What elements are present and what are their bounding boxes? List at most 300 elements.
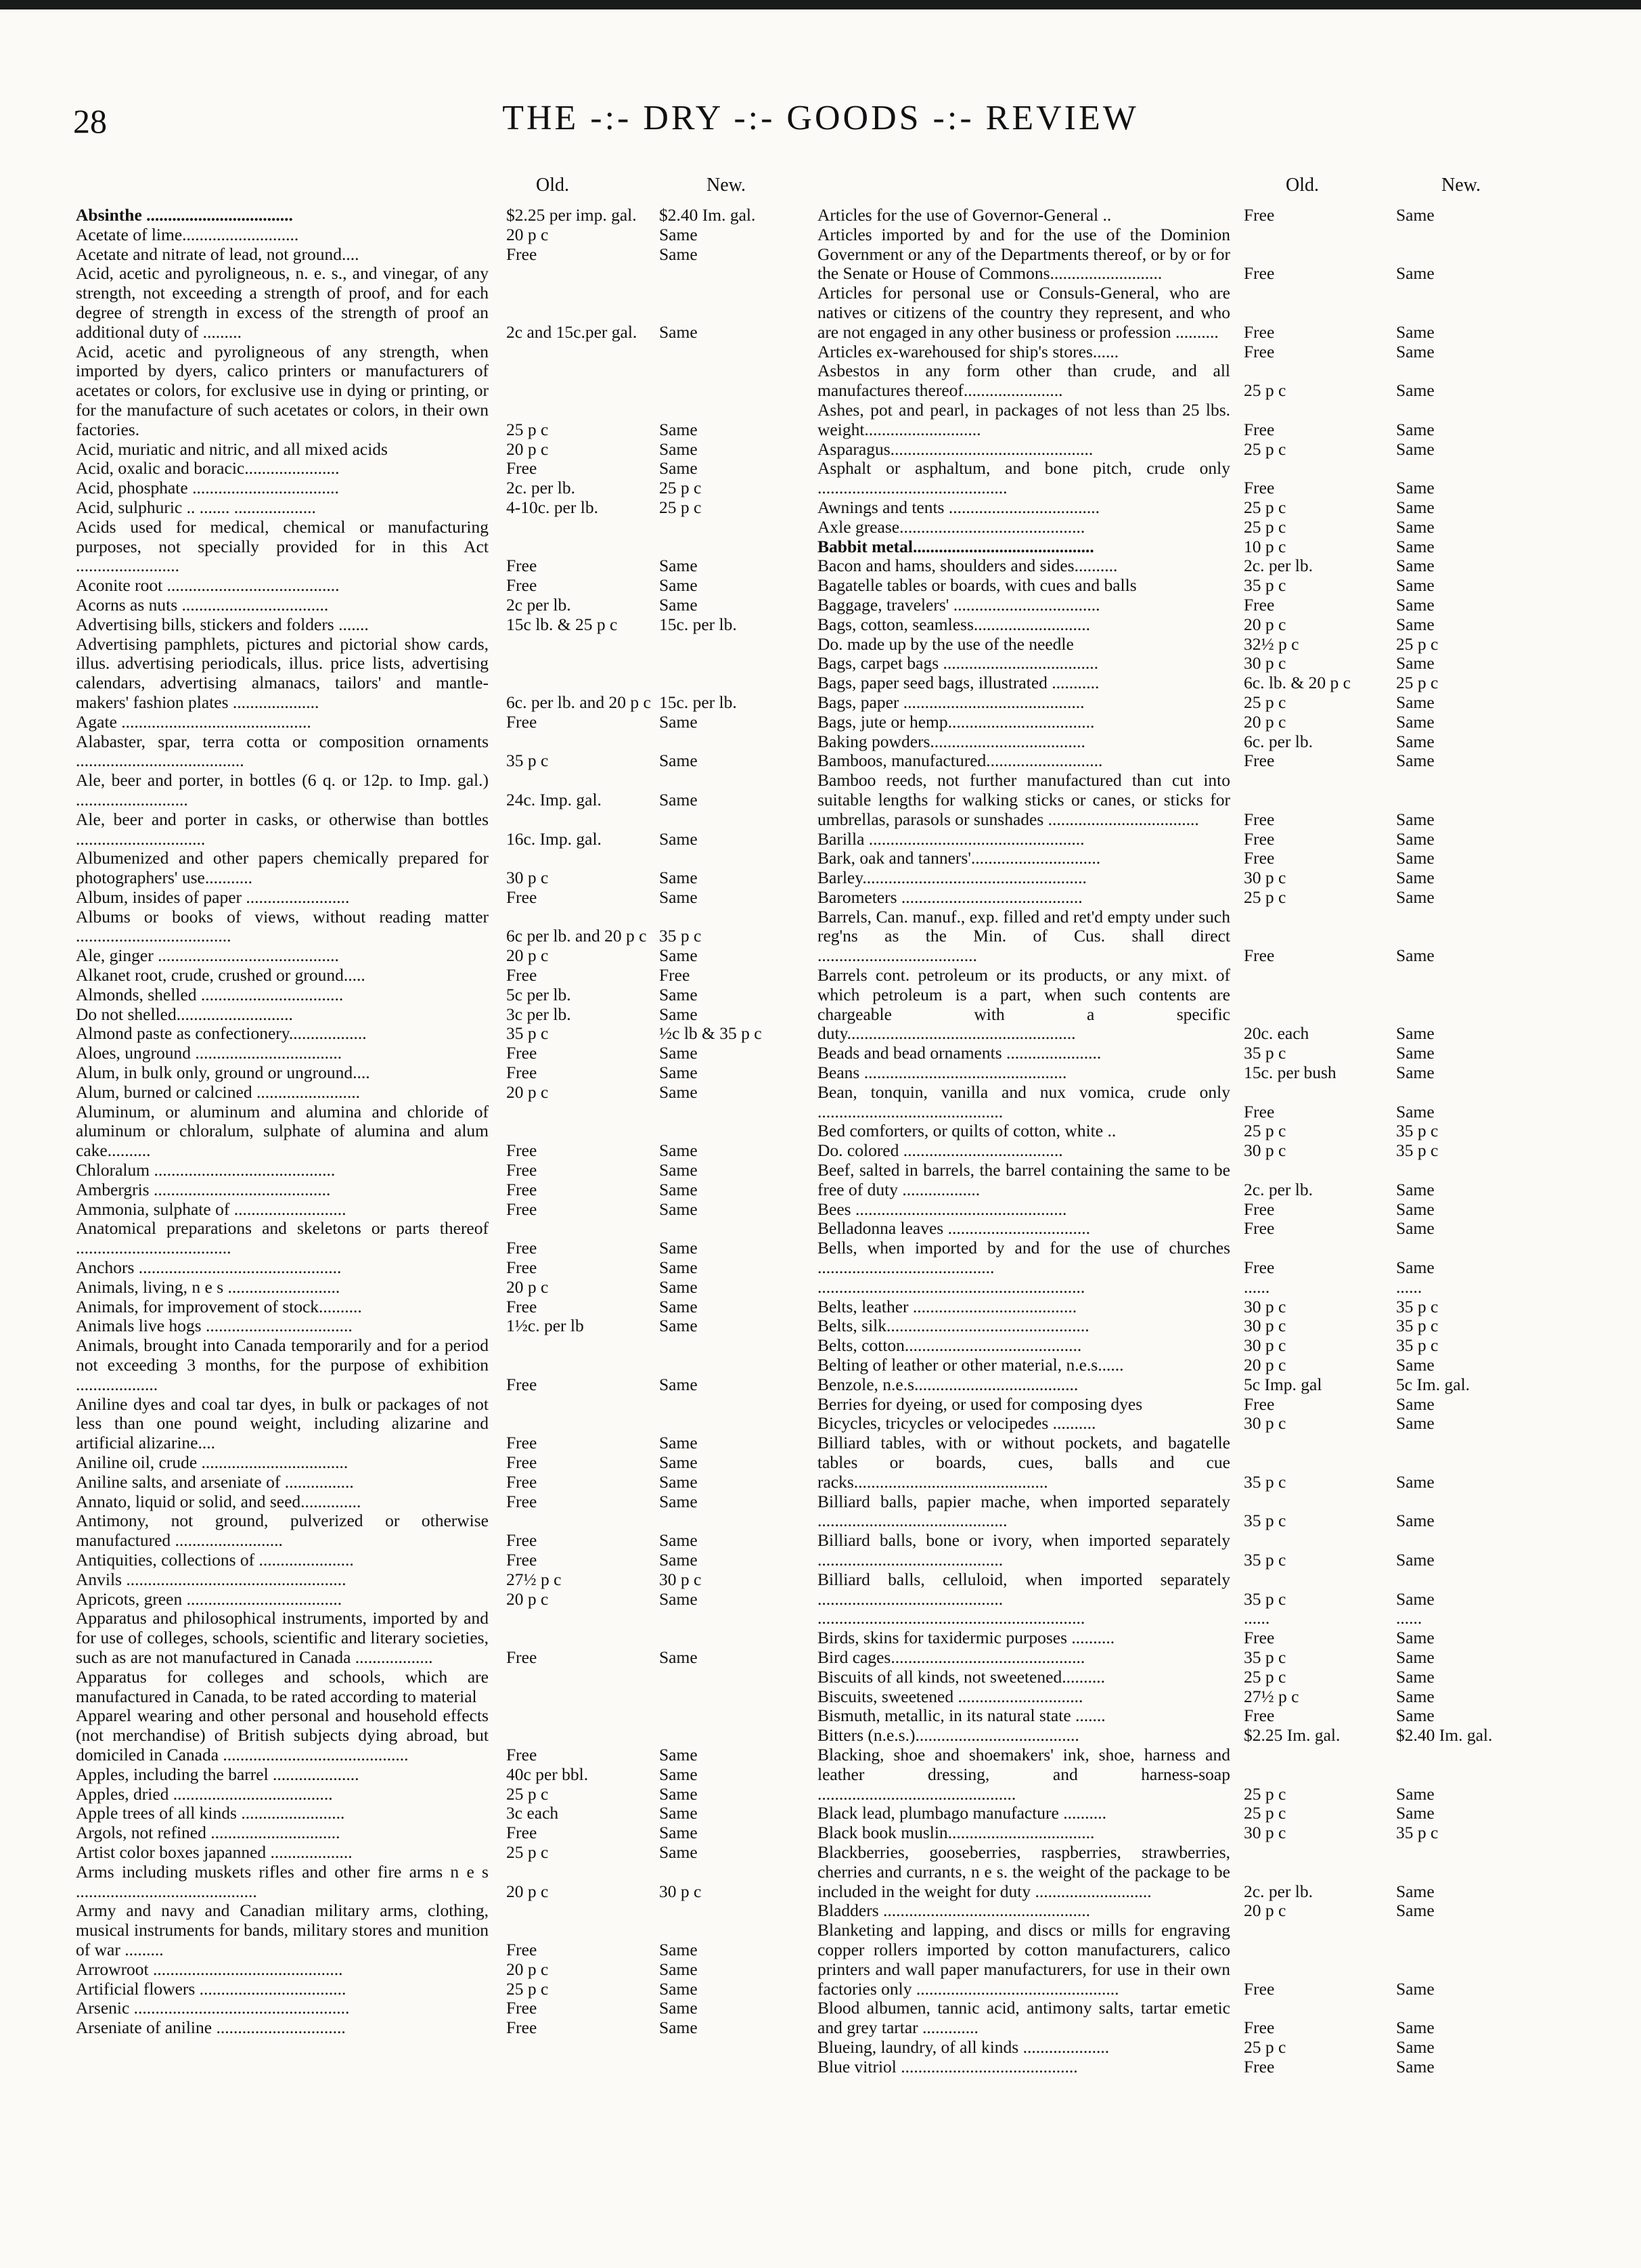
tariff-row xyxy=(817,361,1435,401)
tariff-row xyxy=(817,497,1435,518)
old-rate: 35 p c xyxy=(1244,1043,1286,1063)
new-rate: Same xyxy=(659,946,698,966)
old-rate: Free xyxy=(1244,341,1275,361)
tariff-row xyxy=(76,848,698,888)
new-rate: Same xyxy=(659,711,698,732)
tariff-row xyxy=(817,692,1435,713)
old-rate: 30 p c xyxy=(506,868,549,888)
tariff-row xyxy=(817,1140,1439,1161)
old-rate: Free xyxy=(1244,751,1275,771)
new-rate: Same xyxy=(1396,653,1435,673)
article-name: Do not shelled........................... xyxy=(76,1004,293,1024)
new-rate: Same xyxy=(1396,497,1435,517)
tariff-row xyxy=(76,1823,698,1843)
old-rate: 20 p c xyxy=(506,1588,549,1609)
old-rate: 27½ p c xyxy=(1244,1686,1299,1706)
old-rate: 30 p c xyxy=(1244,1296,1286,1316)
new-rate: Same xyxy=(1396,1101,1435,1121)
old-rate: Free xyxy=(506,1452,537,1472)
tariff-row xyxy=(817,653,1435,673)
old-rate: Free xyxy=(506,1471,537,1492)
new-rate: Same xyxy=(659,1160,698,1180)
tariff-row xyxy=(817,1998,1435,2038)
new-rate: Same xyxy=(1396,692,1435,712)
article-name: Bags, paper .......................................... xyxy=(817,692,1085,712)
article-name: Acetate of lime........................... xyxy=(76,224,299,244)
old-rate: Free xyxy=(1244,809,1275,829)
article-name: Blanketing and lapping, and discs or mills for engraving copper rollers imported by cotton manufacturers, calico printers and wall paper manufacturers, for use in their own factories only ............................................... xyxy=(817,1920,1230,1999)
old-rate: Free xyxy=(1244,2056,1275,2076)
article-name: Anvils ................................................... xyxy=(76,1569,346,1589)
article-name: Birds, skins for taxidermic purposes .......... xyxy=(817,1628,1115,1648)
article-name: Beef, salted in barrels, the barrel containing the same to be free of duty .................. xyxy=(817,1160,1230,1199)
new-rate: Same xyxy=(1396,1881,1435,1901)
old-rate: Free xyxy=(1244,946,1275,966)
tariff-row xyxy=(817,1608,1422,1628)
old-rate: Free xyxy=(506,458,537,479)
old-rate: Free xyxy=(1244,848,1275,868)
tariff-row xyxy=(817,1238,1435,1278)
new-rate: Same xyxy=(659,1433,698,1453)
tariff-row xyxy=(817,399,1435,440)
tariff-row xyxy=(76,1296,698,1317)
new-rate: Same xyxy=(1396,1549,1435,1570)
old-rate: Free xyxy=(506,1998,537,2018)
tariff-row xyxy=(76,1394,698,1453)
tariff-row xyxy=(76,965,690,985)
tariff-row xyxy=(76,711,698,732)
new-rate: Same xyxy=(659,1939,698,1959)
old-rate: 20 p c xyxy=(506,946,549,966)
article-name: Barrels, Can. manuf., exp. filled and ret'd empty under such reg'ns as the Min. of Cus. shall direct ..................................... xyxy=(817,906,1230,966)
old-rate: 25 p c xyxy=(1244,1783,1286,1804)
article-name: Apparatus and philosophical instruments, imported by and for use of colleges, schools, scientific and literary societies, such as are not manufactured in Canada .................. xyxy=(76,1608,489,1667)
new-rate: Same xyxy=(659,224,698,244)
new-rate-header: New. xyxy=(1441,175,1481,196)
new-rate: 35 p c xyxy=(1396,1335,1439,1356)
article-name: Acid, phosphate .................................. xyxy=(76,478,339,498)
old-rate: 20 p c xyxy=(1244,1900,1286,1921)
new-rate: Same xyxy=(659,1530,698,1551)
article-name: Asphalt or asphaltum, and bone pitch, crude only ............................................ xyxy=(817,458,1230,498)
tariff-row xyxy=(76,1043,698,1063)
old-rate: 30 p c xyxy=(1244,1413,1286,1433)
tariff-row xyxy=(76,1082,698,1103)
old-rate: Free xyxy=(506,1296,537,1316)
old-rate: Free xyxy=(1244,594,1275,615)
old-rate: Free xyxy=(1244,1394,1275,1414)
article-name: Black book muslin.................................. xyxy=(817,1823,1095,1843)
article-name: Antimony, not ground, pulverized or otherwise manufactured ......................... xyxy=(76,1511,489,1551)
tariff-row xyxy=(76,633,737,713)
old-rate: 2c and 15c.per gal. xyxy=(506,321,637,342)
tariff-row xyxy=(76,575,698,596)
tariff-row xyxy=(76,1179,698,1200)
article-name: Advertising bills, stickers and folders ....... xyxy=(76,614,369,634)
article-name: Chloralum .......................................... xyxy=(76,1160,336,1180)
tariff-row xyxy=(817,556,1435,576)
tariff-row xyxy=(817,458,1435,498)
old-rate: Free xyxy=(506,1199,537,1219)
article-name: Articles ex-warehoused for ship's stores...... xyxy=(817,341,1119,361)
article-name: Blueing, laundry, of all kinds .................... xyxy=(817,2037,1110,2057)
article-name: Artificial flowers .................................. xyxy=(76,1978,346,1999)
tariff-row xyxy=(76,1588,698,1609)
article-name: Billiard balls, bone or ivory, when imported separately ........................................... xyxy=(817,1530,1230,1570)
old-rate: 20 p c xyxy=(1244,711,1286,732)
old-rate: 25 p c xyxy=(1244,1666,1286,1687)
new-rate: Same xyxy=(659,1316,698,1336)
new-rate: Same xyxy=(1396,1043,1435,1063)
new-rate: Same xyxy=(659,1140,698,1161)
article-name: Antiquities, collections of ...................... xyxy=(76,1549,354,1570)
article-name: Argols, not refined .............................. xyxy=(76,1823,340,1843)
page-number: 28 xyxy=(73,102,107,140)
tariff-row xyxy=(817,868,1435,888)
article-name: Bean, tonquin, vanilla and nux vomica, crude only ........................................... xyxy=(817,1082,1230,1121)
new-rate: Same xyxy=(1396,1471,1435,1492)
new-rate: Same xyxy=(659,1452,698,1472)
article-name: Aniline salts, and arseniate of ................ xyxy=(76,1471,354,1492)
tariff-row xyxy=(817,1706,1435,1726)
article-name: Almonds, shelled ................................. xyxy=(76,984,344,1004)
old-rate: 25 p c xyxy=(1244,887,1286,907)
tariff-row xyxy=(76,594,698,615)
old-rate: 32½ p c xyxy=(1244,633,1299,654)
tariff-row xyxy=(76,205,756,225)
old-rate: 6c. per lb. and 20 p c xyxy=(506,692,651,712)
article-name: Asparagus............................................... xyxy=(817,439,1094,459)
old-rate: 25 p c xyxy=(506,1783,549,1804)
tariff-list xyxy=(817,205,1493,2077)
article-name: Aconite root ........................................ xyxy=(76,575,340,596)
column-header xyxy=(817,175,1481,206)
tariff-row xyxy=(76,1783,698,1804)
article-name: Barrels cont. petroleum or its products, or any mixt. of which petroleum is a part, when such contents are chargeable with a specific duty..................................................... xyxy=(817,965,1230,1044)
tariff-row xyxy=(76,984,698,1005)
new-rate: Same xyxy=(659,1082,698,1102)
old-rate: 20 p c xyxy=(506,1276,549,1297)
new-rate: Same xyxy=(1396,1803,1435,1823)
new-rate: Same xyxy=(1396,263,1435,284)
tariff-row xyxy=(817,1121,1439,1141)
new-rate: Same xyxy=(1396,1394,1435,1414)
new-rate: $2.40 Im. gal. xyxy=(659,205,756,225)
tariff-row xyxy=(76,1160,698,1180)
old-rate: Free xyxy=(506,1823,537,1843)
tariff-row xyxy=(817,1920,1435,1999)
new-rate: Same xyxy=(1396,478,1435,498)
tariff-row xyxy=(76,1491,698,1512)
tariff-row xyxy=(817,2037,1435,2058)
article-name: Acorns as nuts .................................. xyxy=(76,594,329,615)
new-rate: 35 p c xyxy=(1396,1140,1439,1161)
tariff-row xyxy=(817,594,1435,615)
old-rate: 35 p c xyxy=(1244,1471,1286,1492)
new-rate: Same xyxy=(1396,1355,1435,1375)
old-rate: 2c. per lb. xyxy=(506,478,575,498)
old-rate: Free xyxy=(506,1549,537,1570)
new-rate: Same xyxy=(659,556,698,576)
new-rate: Same xyxy=(659,594,698,615)
old-rate: 10 p c xyxy=(1244,536,1286,556)
new-rate: Same xyxy=(659,789,698,809)
article-name: Ale, ginger .......................................... xyxy=(76,946,339,966)
article-name: Asbestos in any form other than crude, and all manufactures thereof....................... xyxy=(817,361,1230,401)
tariff-row xyxy=(817,1744,1435,1804)
tariff-row xyxy=(76,1452,698,1473)
new-rate: Same xyxy=(659,1374,698,1394)
old-rate: 16c. Imp. gal. xyxy=(506,828,602,849)
article-name: Blood albumen, tannic acid, antimony salts, tartar emetic and grey tartar ............. xyxy=(817,1998,1230,2038)
tariff-row xyxy=(76,1316,698,1336)
old-rate: 20 p c xyxy=(506,1082,549,1102)
new-rate: Same xyxy=(1396,2018,1435,2038)
new-rate: 15c. per lb. xyxy=(659,692,737,712)
tariff-row xyxy=(817,633,1439,654)
new-rate: Same xyxy=(659,458,698,479)
old-rate: 15c lb. & 25 p c xyxy=(506,614,618,634)
tariff-row xyxy=(76,1668,489,1707)
article-name: Billiard balls, papier mache, when imported separately ............................................ xyxy=(817,1491,1230,1531)
new-rate: Same xyxy=(1396,887,1435,907)
article-name: Apparatus for colleges and schools, which are manufactured in Canada, to be rated according to material xyxy=(76,1666,489,1706)
article-name: Billiard balls, celluloid, when imported separately ........................................... xyxy=(817,1569,1230,1609)
new-rate: Same xyxy=(659,984,698,1004)
old-rate: 35 p c xyxy=(506,1023,549,1044)
tariff-row xyxy=(76,1199,698,1220)
article-name: Almond paste as confectionery.................. xyxy=(76,1023,367,1044)
old-rate: 25 p c xyxy=(1244,497,1286,517)
article-name: Do. made up by the use of the needle xyxy=(817,633,1074,654)
new-rate: 35 p c xyxy=(1396,1296,1439,1316)
tariff-row xyxy=(76,1258,698,1278)
article-name: Berries for dyeing, or used for composing dyes xyxy=(817,1394,1143,1414)
new-rate: Same xyxy=(1396,1978,1435,1999)
new-rate: Same xyxy=(1396,380,1435,401)
new-rate: Same xyxy=(659,1238,698,1258)
tariff-row xyxy=(817,283,1435,342)
new-rate: Same xyxy=(659,2018,698,2038)
tariff-row xyxy=(76,1842,698,1863)
tariff-row xyxy=(817,1413,1435,1433)
new-rate: Same xyxy=(1396,1179,1435,1199)
old-rate: 25 p c xyxy=(1244,692,1286,712)
old-rate: 24c. Imp. gal. xyxy=(506,789,602,809)
column-header xyxy=(76,175,746,206)
old-rate: Free xyxy=(506,2018,537,2038)
tariff-row xyxy=(76,614,737,635)
tariff-row xyxy=(76,1511,698,1551)
tariff-row xyxy=(817,575,1435,596)
article-name: Advertising pamphlets, pictures and pictorial show cards, illus. advertising periodicals, illus. price lists, advertising calendars, advertising almanacs, tailors' and mantle-makers' fashion plates .................... xyxy=(76,633,489,712)
old-rate: 4-10c. per lb. xyxy=(506,497,598,517)
new-rate: Same xyxy=(659,751,698,771)
old-rate: 2c. per lb. xyxy=(1244,1179,1313,1199)
new-rate: Same xyxy=(659,1823,698,1843)
new-rate: Same xyxy=(1396,205,1435,225)
old-rate: 40c per bbl. xyxy=(506,1764,589,1784)
new-rate: ½c lb & 35 p c xyxy=(659,1023,762,1044)
new-rate: Same xyxy=(1396,1900,1435,1921)
new-rate: 35 p c xyxy=(659,926,702,946)
tariff-row xyxy=(817,1276,1422,1297)
old-rate: 25 p c xyxy=(1244,516,1286,537)
article-name: Barley.................................................... xyxy=(817,868,1087,888)
tariff-row xyxy=(76,1549,698,1570)
new-rate: Same xyxy=(659,1647,698,1667)
article-name: Bagatelle tables or boards, with cues and balls xyxy=(817,575,1137,596)
new-rate: Same xyxy=(1396,1199,1435,1219)
tariff-row xyxy=(817,1803,1435,1823)
tariff-row xyxy=(817,848,1435,868)
old-rate-header: Old. xyxy=(536,175,569,196)
old-rate: Free xyxy=(1244,321,1275,342)
tariff-row xyxy=(76,946,698,966)
article-name: Alkanet root, crude, crushed or ground..... xyxy=(76,965,365,985)
old-rate: 25 p c xyxy=(1244,439,1286,459)
article-name: Do. colored ..................................... xyxy=(817,1140,1063,1161)
tariff-row xyxy=(76,458,698,479)
article-name: Animals live hogs .................................. xyxy=(76,1316,353,1336)
page-top-edge xyxy=(0,0,1641,9)
tariff-row xyxy=(817,1569,1435,1609)
article-name: Bags, paper seed bags, illustrated ........... xyxy=(817,673,1100,693)
tariff-row xyxy=(76,1959,698,1980)
old-rate: Free xyxy=(506,1179,537,1199)
article-name: Bamboos, manufactured........................... xyxy=(817,751,1103,771)
new-rate: Same xyxy=(1396,828,1435,849)
new-rate: Same xyxy=(659,575,698,596)
tariff-row xyxy=(817,1043,1435,1063)
new-rate: Same xyxy=(659,1549,698,1570)
old-rate: Free xyxy=(506,1530,537,1551)
new-rate: 30 p c xyxy=(659,1881,702,1901)
tariff-row xyxy=(817,1530,1435,1570)
article-name: Bamboo reeds, not further manufactured than cut into suitable lengths for walking sticks or canes, or sticks for umbrellas, parasols or sunshades ................................... xyxy=(817,770,1230,829)
article-name: Acid, oxalic and boracic...................... xyxy=(76,458,340,479)
tariff-row xyxy=(817,1063,1435,1083)
tariff-row xyxy=(817,751,1435,771)
new-rate: Same xyxy=(1396,1686,1435,1706)
old-rate: Free xyxy=(1244,478,1275,498)
new-rate: Same xyxy=(1396,419,1435,439)
new-rate: Same xyxy=(1396,1588,1435,1609)
article-name: Bed comforters, or quilts of cotton, white .. xyxy=(817,1121,1117,1141)
article-name: Articles for the use of Governor-General .. xyxy=(817,205,1112,225)
new-rate: 35 p c xyxy=(1396,1121,1439,1141)
new-rate: Same xyxy=(1396,751,1435,771)
tariff-row xyxy=(817,1296,1439,1317)
old-rate: 20 p c xyxy=(506,1959,549,1979)
article-name: Acid, sulphuric .. ....... ................... xyxy=(76,497,316,517)
old-rate: Free xyxy=(1244,263,1275,284)
tariff-row xyxy=(817,1725,1493,1746)
tariff-row xyxy=(817,1823,1439,1843)
old-rate: Free xyxy=(506,1744,537,1764)
article-name: Artist color boxes japanned ................... xyxy=(76,1842,353,1862)
tariff-row xyxy=(76,1101,698,1161)
new-rate: Same xyxy=(659,1588,698,1609)
article-name: Animals, brought into Canada temporarily and for a period not exceeding 3 months, for the purpose of exhibition ................... xyxy=(76,1335,489,1394)
article-name: Alabaster, spar, terra cotta or composition ornaments ....................................... xyxy=(76,731,489,771)
tariff-row xyxy=(817,828,1435,849)
old-rate: ...... xyxy=(1244,1608,1270,1628)
tariff-row xyxy=(76,887,698,908)
new-rate: Same xyxy=(1396,321,1435,342)
article-name: Blue vitriol ......................................... xyxy=(817,2056,1078,2076)
tariff-row xyxy=(817,1160,1435,1200)
tariff-row xyxy=(817,1491,1435,1532)
article-name: Ale, beer and porter in casks, or otherwise than bottles .............................. xyxy=(76,809,489,849)
new-rate: Same xyxy=(1396,341,1435,361)
tariff-row xyxy=(76,263,698,342)
tariff-row xyxy=(817,887,1435,908)
tariff-row xyxy=(817,2056,1435,2077)
old-rate: 25 p c xyxy=(1244,380,1286,401)
tariff-row xyxy=(76,906,702,947)
old-rate: 20 p c xyxy=(1244,1355,1286,1375)
article-name: Bees ................................................. xyxy=(817,1199,1067,1219)
old-rate: Free xyxy=(506,1063,537,1083)
tariff-row xyxy=(76,1004,698,1025)
old-rate: 2c. per lb. xyxy=(1244,556,1313,576)
tariff-row xyxy=(76,497,702,518)
old-rate: Free xyxy=(1244,2018,1275,2038)
article-name: Alum, in bulk only, ground or unground.... xyxy=(76,1063,370,1083)
article-name: Alum, burned or calcined ........................ xyxy=(76,1082,360,1102)
tariff-row xyxy=(817,1374,1470,1395)
new-rate: Same xyxy=(1396,1706,1435,1726)
old-rate: 25 p c xyxy=(1244,1121,1286,1141)
tariff-row xyxy=(76,341,698,440)
tariff-row xyxy=(817,1355,1435,1375)
old-rate: Free xyxy=(506,1433,537,1453)
tariff-row xyxy=(76,1063,698,1083)
new-rate: Same xyxy=(659,244,698,264)
article-name: Axle grease........................................... xyxy=(817,516,1085,537)
new-rate: Same xyxy=(1396,1647,1435,1667)
new-rate: Same xyxy=(1396,575,1435,596)
tariff-row xyxy=(76,809,698,849)
article-name: Babbit metal.......................................... xyxy=(817,536,1094,556)
new-rate: Same xyxy=(1396,1218,1435,1239)
old-rate: Free xyxy=(506,1491,537,1511)
tariff-row xyxy=(76,1471,698,1492)
article-name: Anchors ............................................... xyxy=(76,1258,342,1278)
article-name: Baggage, travelers' .................................. xyxy=(817,594,1100,615)
new-rate: Same xyxy=(1396,848,1435,868)
new-rate: Same xyxy=(659,321,698,342)
article-name: Acids used for medical, chemical or manufacturing purposes, not specially provided for in this Act ........................ xyxy=(76,516,489,576)
old-rate: 3c per lb. xyxy=(506,1004,571,1024)
old-rate: Free xyxy=(1244,419,1275,439)
old-rate: $2.25 per imp. gal. xyxy=(506,205,637,225)
old-rate: 35 p c xyxy=(1244,575,1286,596)
tariff-row xyxy=(817,770,1435,829)
old-rate: 6c. lb. & 20 p c xyxy=(1244,673,1351,693)
new-rate: ...... xyxy=(1396,1276,1422,1297)
new-rate: Same xyxy=(1396,1063,1435,1083)
old-rate: Free xyxy=(506,244,537,264)
old-rate: Free xyxy=(1244,1628,1275,1648)
new-rate: Same xyxy=(1396,868,1435,888)
old-rate: 35 p c xyxy=(1244,1588,1286,1609)
tariff-row xyxy=(817,1647,1435,1668)
tariff-row xyxy=(817,1433,1435,1492)
new-rate: 35 p c xyxy=(1396,1823,1439,1843)
article-name: Ale, beer and porter, in bottles (6 q. or 12p. to Imp. gal.) .......................... xyxy=(76,770,489,809)
